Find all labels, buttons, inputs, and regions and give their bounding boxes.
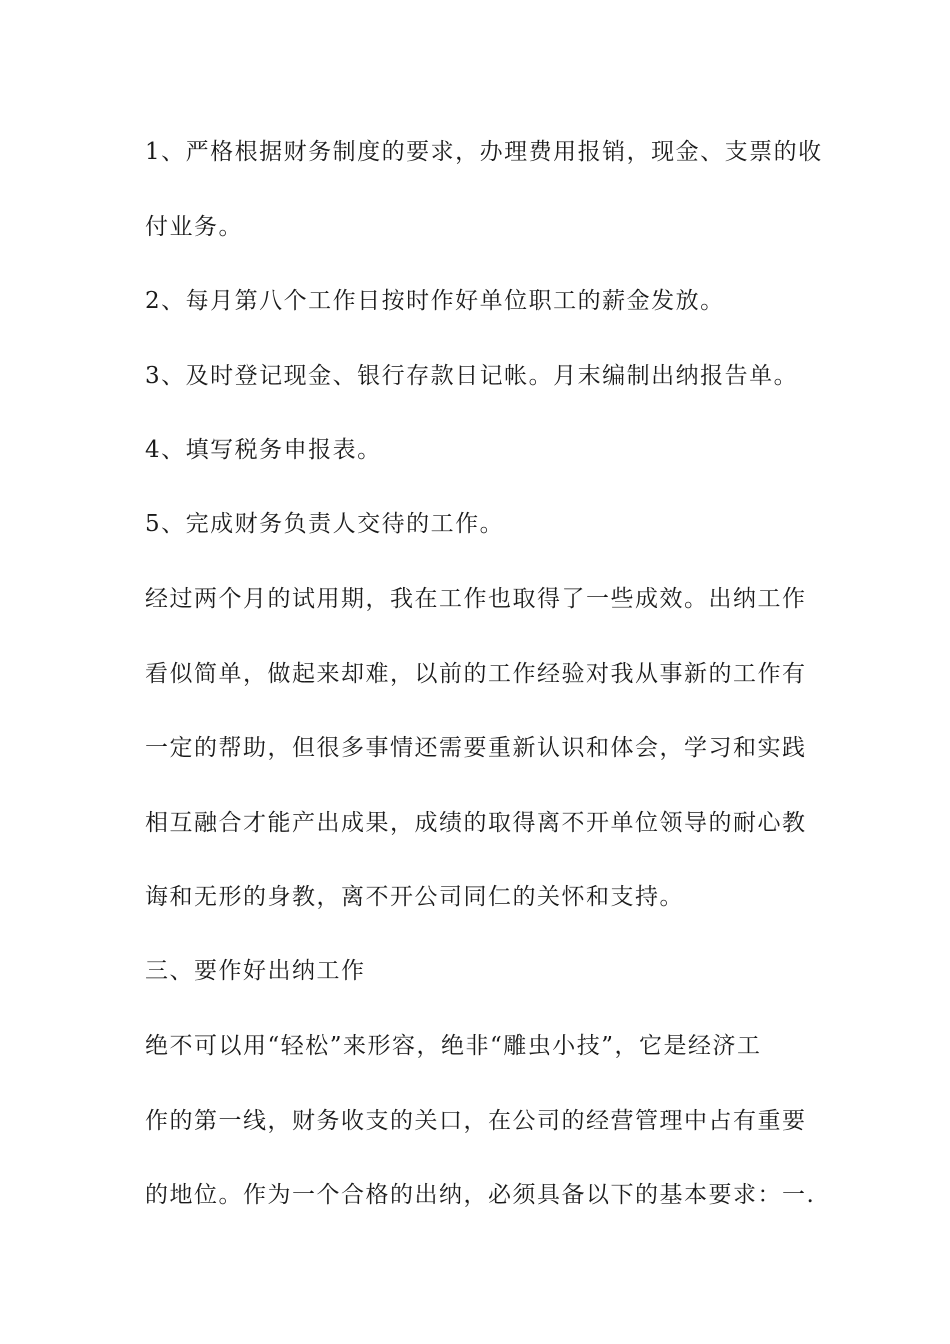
text-line: 的地位。作为一个合格的出纳，必须具备以下的基本要求：一. <box>145 1182 816 1208</box>
text-line: 2、每月第八个工作日按时作好单位职工的薪金发放。 <box>145 288 725 314</box>
text-line: 看似简单，做起来却难，以前的工作经验对我从事新的工作有 <box>145 661 807 687</box>
text-line: 绝不可以用“轻松”来形容，绝非“雕虫小技”，它是经济工 <box>145 1033 762 1059</box>
section-heading: 三、要作好出纳工作 <box>145 958 366 984</box>
text-line: 一定的帮助，但很多事情还需要重新认识和体会，学习和实践 <box>145 735 807 761</box>
text-line: 3、及时登记现金、银行存款日记帐。月末编制出纳报告单。 <box>145 363 799 389</box>
text-line: 相互融合才能产出成果，成绩的取得离不开单位领导的耐心教 <box>145 810 807 836</box>
text-line: 付业务。 <box>145 214 243 240</box>
text-line: 4、填写税务申报表。 <box>145 437 382 463</box>
text-line: 作的第一线，财务收支的关口，在公司的经营管理中占有重要 <box>145 1108 807 1134</box>
text-line: 1、严格根据财务制度的要求，办理费用报销，现金、支票的收 <box>145 139 823 165</box>
text-line: 5、完成财务负责人交待的工作。 <box>145 511 505 537</box>
text-line: 诲和无形的身教，离不开公司同仁的关怀和支持。 <box>145 884 684 910</box>
text-line: 经过两个月的试用期，我在工作也取得了一些成效。出纳工作 <box>145 586 807 612</box>
